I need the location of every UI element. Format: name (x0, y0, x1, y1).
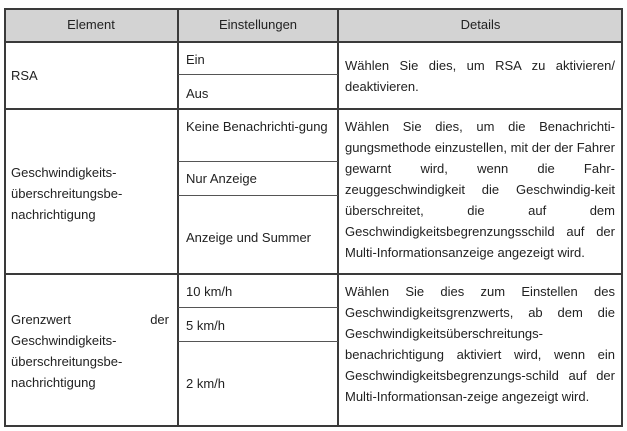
details-rsa: Wählen Sie dies, um RSA zu aktivieren/ deaktivieren. (345, 58, 615, 94)
col-divider-2 (337, 8, 339, 427)
row-divider-2 (4, 273, 623, 275)
border-left (4, 8, 6, 427)
element-speed-threshold: Grenzwert der Geschwindigkeits-überschreitungsbe-nachrichtigung (11, 312, 169, 390)
header-settings: Einstellungen (218, 17, 298, 32)
header-element: Element (67, 17, 115, 32)
setting-option: Aus (186, 86, 209, 101)
details-speed-threshold: Wählen Sie dies zum Einstellen des Geschwindigkeitsgrenzwerts, ab dem die Geschwindigkeitsüberschreitungs-benachrichtigung aktiviert wird, wenn ein Geschwindigkeitsbegrenzungs-schild auf der Multi-Informationsan-zeige angezeigt wird. (345, 284, 615, 404)
border-right (621, 8, 623, 427)
setting-divider (178, 307, 338, 308)
setting-divider (178, 195, 338, 196)
border-top (4, 8, 623, 10)
header-details: Details (460, 17, 501, 32)
header-divider (4, 41, 623, 43)
element-speed-warning: Geschwindigkeits-überschreitungsbe-nachrichtigung (11, 165, 123, 222)
element-rsa: RSA (11, 68, 38, 83)
row-divider-1 (4, 108, 623, 110)
setting-option: Anzeige und Summer (186, 230, 312, 245)
setting-option: 2 km/h (186, 376, 226, 391)
setting-divider (178, 74, 338, 75)
settings-table (4, 8, 623, 427)
setting-option: 5 km/h (186, 318, 226, 333)
setting-option: Nur Anzeige (186, 171, 257, 186)
details-speed-warning: Wählen Sie dies, um die Benachrichti-gungsmethode einzustellen, mit der der Fahrer gewarnt wird, wenn die Fahr-zeuggeschwindigkeit die Geschwindig-keit überschreitet, die auf dem Geschwindigkeitsbegrenzungsschild auf der Multi-Informationsanzeige angezeigt wird. (345, 119, 615, 260)
setting-divider (178, 341, 338, 342)
setting-divider (178, 161, 338, 162)
border-bottom (4, 425, 623, 427)
setting-option: 10 km/h (186, 284, 233, 299)
setting-option: Ein (186, 52, 205, 67)
col-divider-1 (177, 8, 179, 427)
setting-option: Keine Benachrichti-gung (186, 119, 328, 134)
